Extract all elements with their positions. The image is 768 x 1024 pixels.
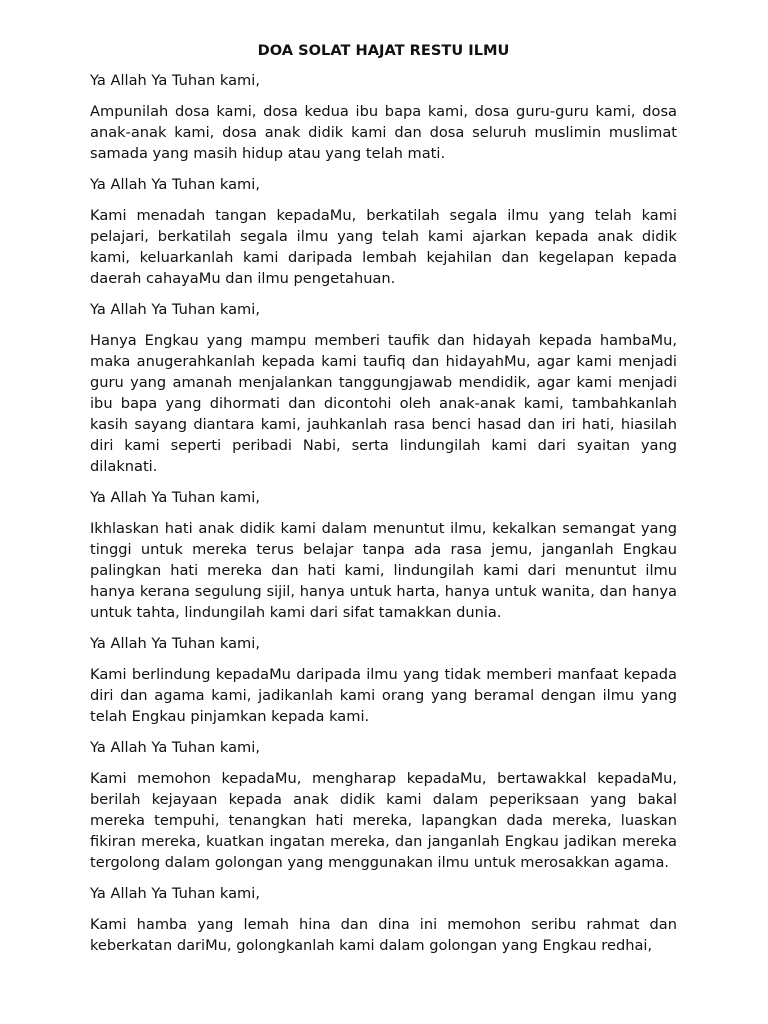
paragraph: Hanya Engkau yang mampu memberi taufik dan hidayah kepada hambaMu, maka anugerahkanlah kepada kami taufiq dan hidayahMu, agar kami menjadi guru yang amanah menjalankan tanggungjawab mendidik, agar kami menjadi ibu bapa yang dihormati dan dicontohi oleh anak-anak kami, tambahkanlah kasih sayang diantara kami, jauhkanlah rasa benci hasad dan iri hati, hiasilah diri kami seperti peribadi Nabi, serta lindungilah kami dari syaitan yang dilaknati. <box>90 332 677 475</box>
paragraph: Kami menadah tangan kepadaMu, berkatilah segala ilmu yang telah kami pelajari, berkatilah segala ilmu yang telah kami ajarkan kepada anak didik kami, keluarkanlah kami daripada lembah kejahilan dan kegelapan kepada daerah cahayaMu dan ilmu pengetahuan. <box>90 207 677 287</box>
invocation-line: Ya Allah Ya Tuhan kami, <box>90 885 260 902</box>
paragraph: Kami hamba yang lemah hina dan dina ini memohon seribu rahmat dan keberkatan dariMu, golongkanlah kami dalam golongan yang Engkau redhai, <box>90 916 677 954</box>
paragraph: Ikhlaskan hati anak didik kami dalam menuntut ilmu, kekalkan semangat yang tinggi untuk mereka terus belajar tanpa ada rasa jemu, janganlah Engkau palingkan hati mereka dan hati kami, lindungilah kami dari menuntut ilmu hanya kerana segulung sijil, hanya untuk harta, hanya untuk wanita, dan hanya untuk tahta, lindungilah kami dari sifat tamakkan dunia. <box>90 520 677 621</box>
invocation-line: Ya Allah Ya Tuhan kami, <box>90 72 260 89</box>
invocation-line: Ya Allah Ya Tuhan kami, <box>90 635 260 652</box>
paragraph: Ampunilah dosa kami, dosa kedua ibu bapa kami, dosa guru-guru kami, dosa anak-anak kami, dosa anak didik kami dan dosa seluruh muslimin muslimat samada yang masih hidup atau yang telah mati. <box>90 103 677 162</box>
invocation-line: Ya Allah Ya Tuhan kami, <box>90 301 260 318</box>
invocation-line: Ya Allah Ya Tuhan kami, <box>90 176 260 193</box>
invocation-line: Ya Allah Ya Tuhan kami, <box>90 739 260 756</box>
paragraph: Kami memohon kepadaMu, mengharap kepadaMu, bertawakkal kepadaMu, berilah kejayaan kepada anak didik kami dalam peperiksaan yang bakal mereka tempuhi, tenangkan hati mereka, lapangkan dada mereka, luaskan fikiran mereka, kuatkan ingatan mereka, dan janganlah Engkau jadikan mereka tergolong dalam golongan yang menggunakan ilmu untuk merosakkan agama. <box>90 770 677 871</box>
document-title: DOA SOLAT HAJAT RESTU ILMU <box>257 42 510 59</box>
invocation-line: Ya Allah Ya Tuhan kami, <box>90 489 260 506</box>
paragraph: Kami berlindung kepadaMu daripada ilmu yang tidak memberi manfaat kepada diri dan agama kami, jadikanlah kami orang yang beramal dengan ilmu yang telah Engkau pinjamkan kepada kami. <box>90 666 677 725</box>
document-page <box>90 40 677 966</box>
